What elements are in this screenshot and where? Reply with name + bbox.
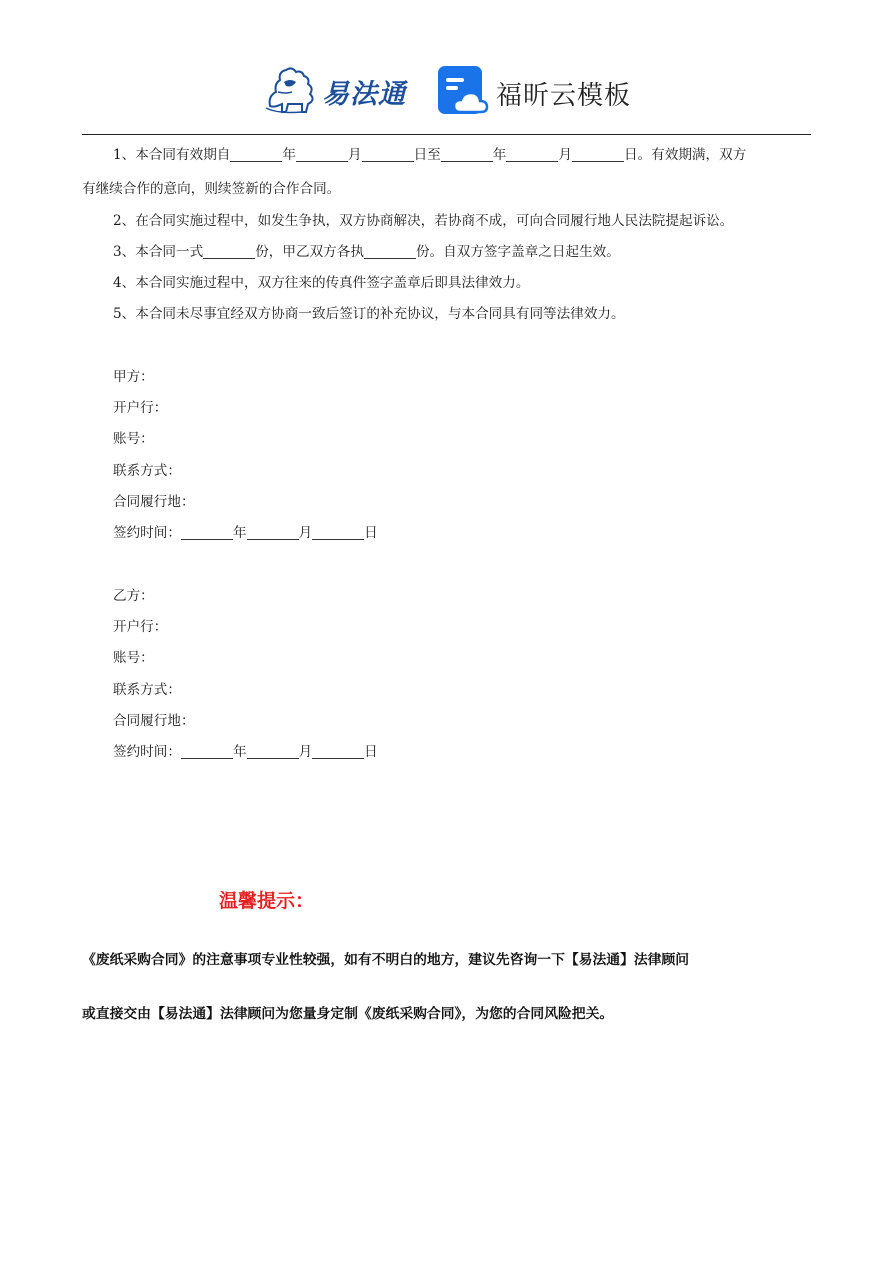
day-label: 日。有效期满，双方 [623, 147, 747, 163]
party-a-contact-label: 联系方式： [113, 463, 181, 479]
notice-line-2: 或直接交由【易法通】法律顾问为您量身定制《废纸采购合同》，为您的合同风险把关。 [82, 1006, 614, 1022]
header-divider [82, 134, 811, 135]
year-label: 年 [232, 525, 247, 541]
document-cloud-icon [436, 64, 490, 118]
fill-blank [181, 525, 233, 540]
fill-blank [181, 744, 233, 759]
page-header [0, 58, 893, 122]
clause-3 [113, 242, 620, 262]
fill-blank [230, 147, 282, 162]
party-b-name-label: 乙方： [113, 588, 154, 604]
day-label: 日至 [413, 147, 441, 163]
fill-blank [364, 244, 416, 259]
day-label: 日 [364, 744, 378, 760]
fill-blank [441, 147, 493, 162]
month-label: 月 [298, 525, 313, 541]
yifatong-logo [262, 62, 422, 118]
party-b-signing-date [113, 742, 378, 762]
fill-blank [312, 744, 364, 759]
signing-date-label: 签约时间： [113, 744, 181, 760]
year-label: 年 [232, 744, 247, 760]
month-label: 月 [558, 147, 572, 163]
clause-3-text: 份，甲乙双方各执 [255, 244, 364, 260]
clause-2: 2、在合同实施过程中，如发生争执，双方协商解决，若协商不成，可向合同履行地人民法院提起诉讼。 [113, 213, 734, 229]
party-b-place-label: 合同履行地： [113, 713, 195, 729]
clause-3-text: 3、本合同一式 [113, 244, 204, 260]
party-a-account-label: 账号： [113, 431, 154, 447]
year-label: 年 [492, 147, 507, 163]
party-a-bank-label: 开户行： [113, 400, 168, 416]
fill-blank [296, 147, 348, 162]
fill-blank [203, 244, 255, 259]
party-b-bank-label: 开户行： [113, 619, 168, 635]
clause-5: 5、本合同未尽事宜经双方协商一致后签订的补充协议，与本合同具有同等法律效力。 [113, 306, 625, 322]
clause-1-text: 1、本合同有效期自 [113, 147, 231, 163]
fill-blank [362, 147, 414, 162]
notice-line-1: 《废纸采购合同》的注意事项专业性较强，如有不明白的地方，建议先咨询一下【易法通】法律顾问 [82, 952, 690, 968]
fill-blank [312, 525, 364, 540]
foxit-template-logo [436, 64, 646, 118]
party-b-contact-label: 联系方式： [113, 682, 181, 698]
year-label: 年 [282, 147, 296, 163]
day-label: 日 [364, 525, 378, 541]
fill-blank [247, 525, 299, 540]
party-a-name-label: 甲方： [113, 369, 154, 385]
fill-blank [247, 744, 299, 759]
clause-1-continued: 有继续合作的意向，则续签新的合作合同。 [82, 181, 341, 197]
party-a-signing-date [113, 523, 378, 543]
month-label: 月 [298, 744, 313, 760]
foxit-template-logo-text: 福昕云模板 [496, 81, 632, 111]
month-label: 月 [348, 147, 362, 163]
clause-4: 4、本合同实施过程中，双方往来的传真件签字盖章后即具法律效力。 [113, 275, 530, 291]
notice-title: 温馨提示： [219, 890, 315, 912]
fill-blank [506, 147, 558, 162]
clause-3-text: 份。自双方签字盖章之日起生效。 [415, 244, 620, 260]
yifatong-logo-text: 易法通 [322, 79, 406, 110]
fill-blank [572, 147, 624, 162]
party-a-place-label: 合同履行地： [113, 494, 195, 510]
party-b-account-label: 账号： [113, 650, 154, 666]
clause-1 [113, 145, 746, 165]
signing-date-label: 签约时间： [113, 525, 181, 541]
qilin-icon [262, 62, 324, 118]
